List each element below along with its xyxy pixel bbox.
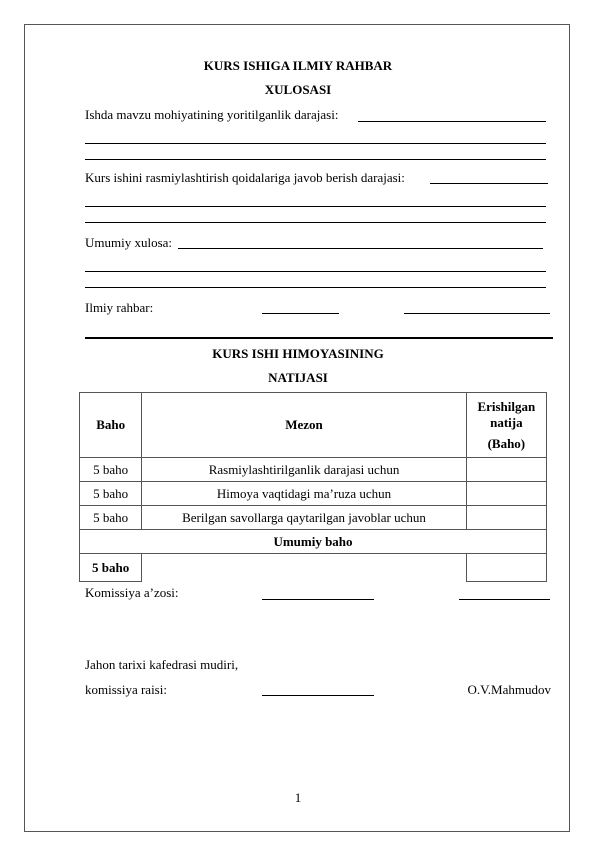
row-result-cell[interactable] (466, 506, 546, 530)
final-grade-spacer (142, 554, 466, 582)
row-grade: 5 baho (80, 506, 142, 530)
header-grade: Baho (80, 393, 142, 458)
topic-coverage-label: Ishda mavzu mohiyatining yoritilganlik darajasi: (85, 107, 339, 122)
formatting-blank-line-2[interactable] (85, 206, 546, 207)
total-label: Umumiy baho (80, 530, 547, 554)
header-criterion: Mezon (142, 393, 466, 458)
commission-member-signature-blank[interactable] (262, 599, 374, 600)
row-grade: 5 baho (80, 482, 142, 506)
general-conclusion-blank[interactable] (178, 248, 543, 249)
supervisor-signature-blank[interactable] (262, 313, 339, 314)
general-conclusion-blank-line-2[interactable] (85, 271, 546, 272)
formatting-blank-line-3[interactable] (85, 222, 546, 223)
header-result-line-1: Erishilgan (477, 398, 536, 414)
commission-member-name-blank[interactable] (459, 599, 550, 600)
commission-member-label: Komissiya a’zosi: (85, 585, 179, 600)
title-line-2: XULOSASI (264, 82, 332, 97)
table-row (80, 458, 547, 482)
table-row (80, 506, 547, 530)
supervisor-label: Ilmiy rahbar: (85, 300, 154, 315)
general-conclusion-label: Umumiy xulosa: (85, 235, 173, 250)
row-criterion: Berilgan savollarga qaytarilgan javoblar uchun (142, 506, 466, 530)
final-grade-row (80, 554, 547, 582)
table-row (80, 482, 547, 506)
chair-name: O.V.Mahmudov (467, 682, 551, 697)
final-grade: 5 baho (80, 554, 142, 582)
department-line: Jahon tarixi kafedrasi mudiri, (85, 657, 239, 672)
defense-title-line-1: KURS ISHI HIMOYASINING (212, 346, 384, 361)
general-conclusion-blank-line-3[interactable] (85, 287, 546, 288)
header-result-line-2: natija (490, 414, 523, 430)
supervisor-name-blank[interactable] (404, 313, 550, 314)
topic-coverage-blank[interactable] (358, 121, 546, 122)
formatting-label: Kurs ishini rasmiylashtirish qoidalariga javob berish darajasi: (85, 170, 405, 185)
defense-results-table (79, 392, 547, 582)
final-result-cell[interactable] (466, 554, 546, 582)
defense-title-line-2: NATIJASI (268, 370, 328, 385)
page-number: 1 (294, 790, 302, 805)
row-result-cell[interactable] (466, 458, 546, 482)
row-criterion: Himoya vaqtidagi ma’ruza uchun (142, 482, 466, 506)
topic-coverage-blank-line-3[interactable] (85, 159, 546, 160)
title-line-1: KURS ISHIGA ILMIY RAHBAR (203, 58, 393, 73)
total-row (80, 530, 547, 554)
row-result-cell[interactable] (466, 482, 546, 506)
table-header-row (80, 393, 547, 458)
formatting-blank[interactable] (430, 183, 548, 184)
chair-signature-blank[interactable] (262, 695, 374, 696)
topic-coverage-blank-line-2[interactable] (85, 143, 546, 144)
row-criterion: Rasmiylashtirilganlik darajasi uchun (142, 458, 466, 482)
row-grade: 5 baho (80, 458, 142, 482)
chair-label: komissiya raisi: (85, 682, 167, 697)
header-result (466, 393, 546, 458)
section-divider (85, 337, 553, 339)
header-result-line-3: (Baho) (487, 435, 526, 451)
